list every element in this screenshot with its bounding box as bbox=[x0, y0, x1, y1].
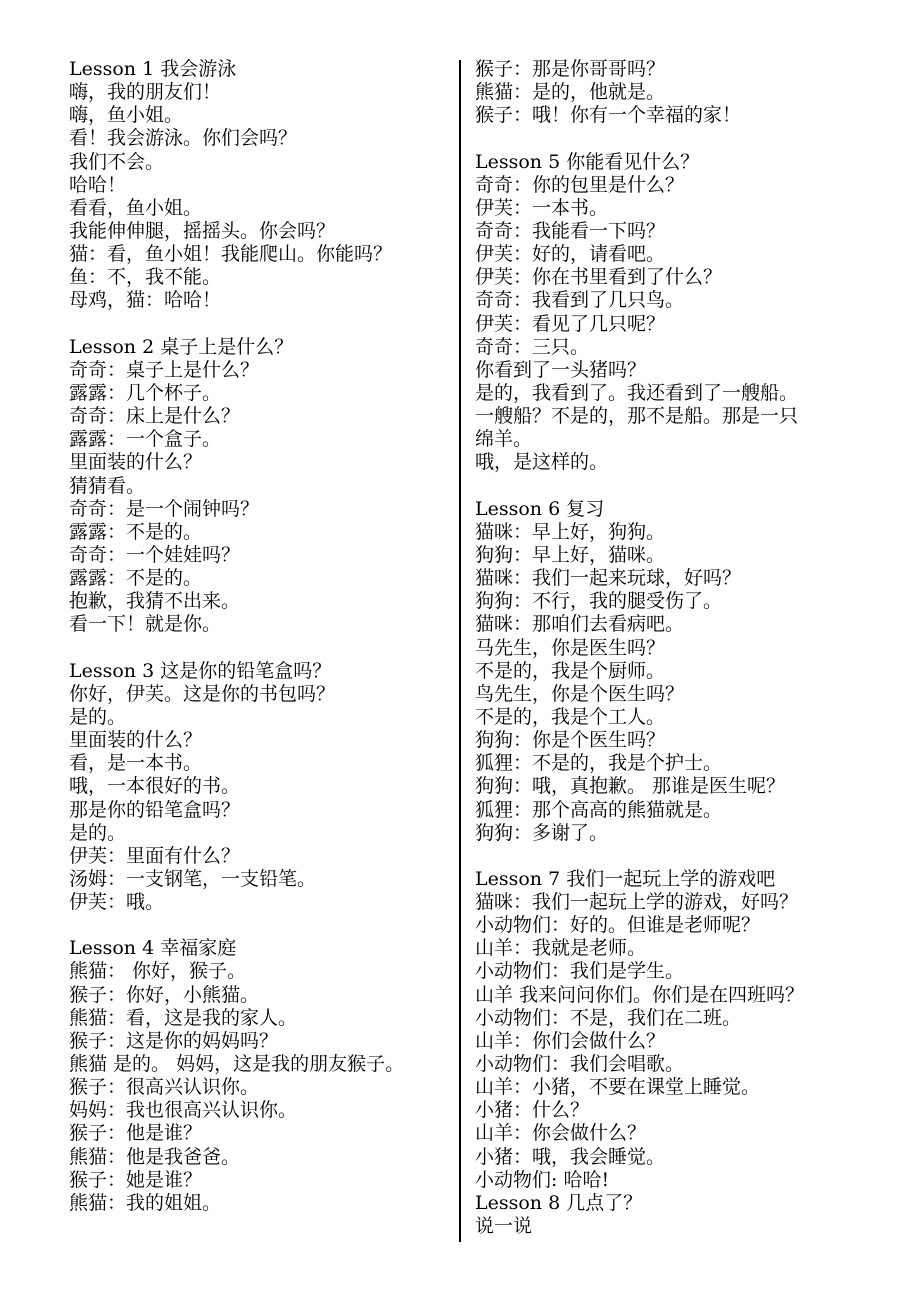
lesson-title: Lesson 8 几点了？ bbox=[475, 1191, 643, 1214]
dialogue-line: 狗狗：早上好，猫咪。 bbox=[475, 543, 666, 566]
dialogue-line: 奇奇：你的包里是什么？ bbox=[475, 173, 685, 196]
dialogue-line: 嗨，我的朋友们！ bbox=[69, 81, 222, 104]
dialogue-line: 猫咪：早上好，狗狗。 bbox=[475, 520, 666, 543]
dialogue-line: 猴子：他是谁？ bbox=[69, 1122, 203, 1145]
dialogue-line: 露露：不是的。 bbox=[69, 567, 203, 590]
dialogue-line: 山羊：我就是老师。 bbox=[475, 937, 647, 960]
dialogue-line: 奇奇：是一个闹钟吗？ bbox=[69, 497, 260, 520]
dialogue-line: 小动物们：我们是学生。 bbox=[475, 960, 685, 983]
dialogue-line: 看一下！就是你。 bbox=[69, 613, 222, 636]
dialogue-line: 母鸡，猫：哈哈！ bbox=[69, 289, 222, 312]
section-spacer bbox=[69, 637, 454, 660]
dialogue-line: 绵羊。 bbox=[475, 428, 533, 451]
dialogue-line: 是的。 bbox=[69, 821, 127, 844]
dialogue-line: 猴子：这是你的妈妈吗？ bbox=[69, 1029, 279, 1052]
dialogue-line: 伊芙：看见了几只呢？ bbox=[475, 312, 666, 335]
dialogue-line: 猫咪：我们一起玩上学的游戏，好吗？ bbox=[475, 891, 799, 914]
dialogue-line: 山羊 我来问问你们。你们是在四班吗？ bbox=[475, 983, 805, 1006]
lesson-title: Lesson 2 桌子上是什么？ bbox=[69, 335, 294, 358]
dialogue-line: 熊猫：我的姐姐。 bbox=[69, 1191, 222, 1214]
dialogue-line: 猴子：她是谁？ bbox=[69, 1168, 203, 1191]
dialogue-line: 里面装的什么？ bbox=[69, 729, 203, 752]
dialogue-line: 我能伸伸腿，摇摇头。你会吗？ bbox=[69, 219, 336, 242]
dialogue-line: 看，是一本书。 bbox=[69, 752, 203, 775]
dialogue-line: 伊芙：里面有什么？ bbox=[69, 844, 241, 867]
dialogue-line: 狗狗：不行，我的腿受伤了。 bbox=[475, 590, 723, 613]
dialogue-line: 猫：看，鱼小姐！我能爬山。你能吗？ bbox=[69, 243, 393, 266]
dialogue-line: 山羊：你们会做什么？ bbox=[475, 1029, 666, 1052]
dialogue-line: 狗狗：哦，真抱歉。 那谁是医生呢？ bbox=[475, 775, 786, 798]
dialogue-line: 是的，我看到了。我还看到了一艘船。 bbox=[475, 381, 799, 404]
dialogue-line: 妈妈：我也很高兴认识你。 bbox=[69, 1099, 298, 1122]
dialogue-line: 小动物们：好的。但谁是老师呢？ bbox=[475, 914, 761, 937]
dialogue-line: 哦，是这样的。 bbox=[475, 451, 609, 474]
dialogue-line: 熊猫：是的，他就是。 bbox=[475, 81, 666, 104]
dialogue-line: 山羊：小猪，不要在课堂上睡觉。 bbox=[475, 1076, 761, 1099]
dialogue-line: 里面装的什么？ bbox=[69, 451, 203, 474]
section-spacer bbox=[475, 475, 875, 498]
dialogue-line: 一艘船？不是的，那不是船。那是一只 bbox=[475, 405, 799, 428]
dialogue-line: 露露：不是的。 bbox=[69, 520, 203, 543]
dialogue-line: 山羊：你会做什么？ bbox=[475, 1122, 647, 1145]
section-spacer bbox=[475, 845, 875, 868]
dialogue-line: 猫咪：我们一起来玩球，好吗？ bbox=[475, 567, 742, 590]
dialogue-line: 汤姆：一支钢笔，一支铅笔。 bbox=[69, 867, 317, 890]
dialogue-line: 嗨，鱼小姐。 bbox=[69, 104, 184, 127]
dialogue-line: 小动物们：我们会唱歌。 bbox=[475, 1053, 685, 1076]
dialogue-line: 猴子：哦！你有一个幸福的家！ bbox=[475, 104, 742, 127]
dialogue-line: 鸟先生，你是个医生吗？ bbox=[475, 682, 685, 705]
dialogue-line: 伊芙：哦。 bbox=[69, 891, 165, 914]
dialogue-line: 是的。 bbox=[69, 705, 127, 728]
dialogue-line: 马先生，你是医生吗？ bbox=[475, 636, 666, 659]
dialogue-line: 伊芙：好的，请看吧。 bbox=[475, 243, 666, 266]
dialogue-line: 看看，鱼小姐。 bbox=[69, 196, 203, 219]
dialogue-line: 猫咪：那咱们去看病吧。 bbox=[475, 613, 685, 636]
dialogue-line: 狗狗：你是个医生吗？ bbox=[475, 729, 666, 752]
dialogue-line: 熊猫：他是我爸爸。 bbox=[69, 1145, 241, 1168]
dialogue-line: 熊猫：看，这是我的家人。 bbox=[69, 1006, 298, 1029]
dialogue-line: 露露：几个杯子。 bbox=[69, 381, 222, 404]
section-spacer bbox=[475, 127, 875, 150]
dialogue-line: 哈哈！ bbox=[69, 173, 127, 196]
dialogue-line: 奇奇：床上是什么？ bbox=[69, 405, 241, 428]
dialogue-line: 猴子：你好，小熊猫。 bbox=[69, 983, 260, 1006]
dialogue-line: 抱歉，我猜不出来。 bbox=[69, 590, 241, 613]
dialogue-line: 哦，一本很好的书。 bbox=[69, 775, 241, 798]
dialogue-line: 小猪：什么？ bbox=[475, 1099, 590, 1122]
column-divider bbox=[459, 60, 461, 1242]
section-spacer bbox=[69, 313, 454, 336]
dialogue-line: 露露：一个盒子。 bbox=[69, 428, 222, 451]
lesson-title: Lesson 5 你能看见什么？ bbox=[475, 150, 700, 173]
dialogue-line: 奇奇：一个娃娃吗？ bbox=[69, 543, 241, 566]
dialogue-line: 你看到了一头猪吗？ bbox=[475, 358, 647, 381]
dialogue-line: 说一说 bbox=[475, 1215, 533, 1238]
dialogue-line: 小猪：哦，我会睡觉。 bbox=[475, 1145, 666, 1168]
lesson-title: Lesson 3 这是你的铅笔盒吗？ bbox=[69, 659, 332, 682]
dialogue-line: 奇奇：我看到了几只鸟。 bbox=[475, 289, 685, 312]
dialogue-line: 你好，伊芙。这是你的书包吗？ bbox=[69, 682, 336, 705]
lesson-title: Lesson 4 幸福家庭 bbox=[69, 937, 237, 960]
dialogue-line: 伊芙：你在书里看到了什么？ bbox=[475, 266, 723, 289]
dialogue-line: 狐狸：那个高高的熊猫就是。 bbox=[475, 798, 723, 821]
dialogue-line: 我们不会。 bbox=[69, 150, 165, 173]
dialogue-line: 伊芙：一本书。 bbox=[475, 196, 609, 219]
dialogue-line: 猴子：很高兴认识你。 bbox=[69, 1076, 260, 1099]
section-spacer bbox=[69, 914, 454, 937]
dialogue-line: 小动物们: 哈哈! bbox=[475, 1168, 610, 1191]
dialogue-line: 狗狗：多谢了。 bbox=[475, 821, 609, 844]
dialogue-line: 小动物们：不是，我们在二班。 bbox=[475, 1006, 742, 1029]
dialogue-line: 熊猫 是的。 妈妈，这是我的朋友猴子。 bbox=[69, 1053, 405, 1076]
dialogue-line: 奇奇：三只。 bbox=[475, 335, 590, 358]
lesson-title: Lesson 7 我们一起玩上学的游戏吧 bbox=[475, 867, 776, 890]
dialogue-line: 那是你的铅笔盒吗？ bbox=[69, 798, 241, 821]
left-column bbox=[69, 58, 454, 1215]
dialogue-line: 奇奇：桌子上是什么？ bbox=[69, 358, 260, 381]
lesson-title: Lesson 6 复习 bbox=[475, 497, 605, 520]
dialogue-line: 鱼：不，我不能。 bbox=[69, 266, 222, 289]
dialogue-line: 猴子：那是你哥哥吗？ bbox=[475, 58, 666, 80]
dialogue-line: 狐狸：不是的，我是个护士。 bbox=[475, 752, 723, 775]
lesson-title: Lesson 1 我会游泳 bbox=[69, 58, 237, 80]
dialogue-line: 看！我会游泳。你们会吗？ bbox=[69, 127, 298, 150]
dialogue-line: 奇奇：我能看一下吗？ bbox=[475, 219, 666, 242]
dialogue-line: 熊猫： 你好，猴子。 bbox=[69, 960, 247, 983]
right-column bbox=[475, 58, 875, 1238]
dialogue-line: 猜猜看。 bbox=[69, 474, 146, 497]
dialogue-line: 不是的，我是个厨师。 bbox=[475, 659, 666, 682]
dialogue-line: 不是的，我是个工人。 bbox=[475, 705, 666, 728]
